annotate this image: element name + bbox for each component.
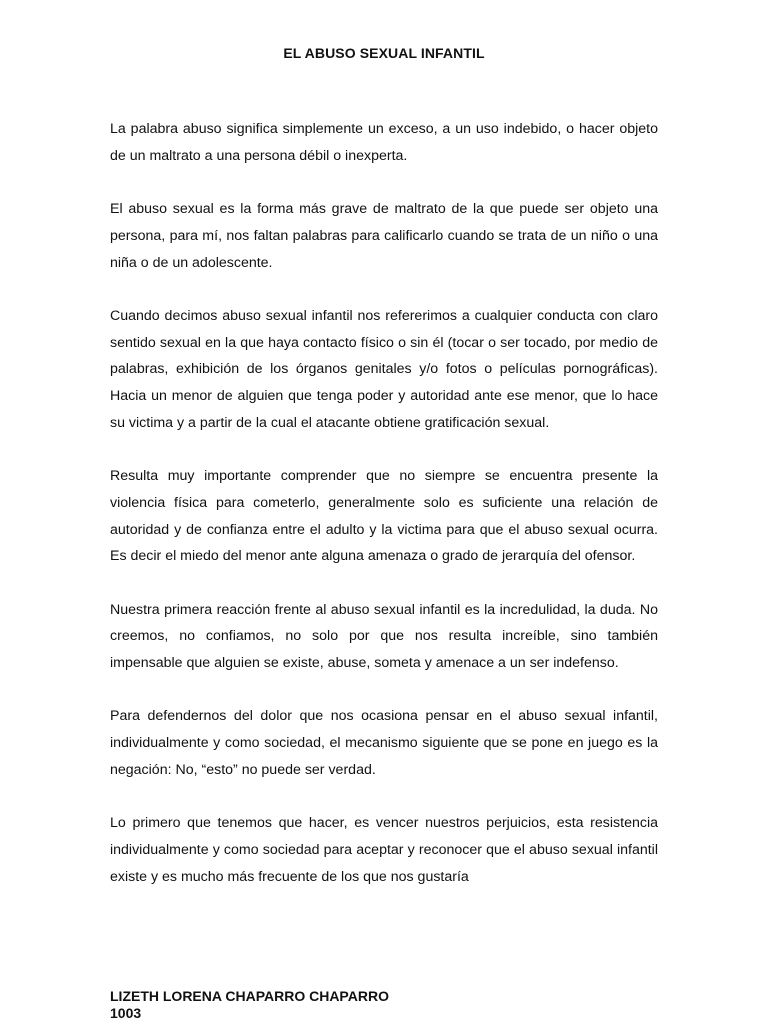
paragraph-5: Nuestra primera reacción frente al abuso sexual infantil es la incredulidad, la duda. No creemos, no confiamos, no solo por que nos resulta increíble, sino también impensable que alguien se existe, abuse, someta y amenace a un ser indefenso.	[110, 601, 658, 671]
author-name: LIZETH LORENA CHAPARRO CHAPARRO	[110, 988, 389, 1004]
paragraph-1: La palabra abuso significa simplemente un exceso, a un uso indebido, o hacer objeto de un maltrato a una persona débil o inexperta.	[110, 121, 658, 164]
paragraph-6: Para defendernos del dolor que nos ocasiona pensar en el abuso sexual infantil, individualmente y como sociedad, el mecanismo siguiente que se pone en juego es la negación: No, “esto” no puede ser verdad.	[110, 708, 658, 778]
paragraph-2: El abuso sexual es la forma más grave de maltrato de la que puede ser objeto una persona, para mí, nos faltan palabras para calificarlo cuando se trata de un niño o una niña o de un adolescente.	[110, 201, 658, 271]
paragraph-4: Resulta muy importante comprender que no siempre se encuentra presente la violencia física para cometerlo, generalmente solo es suficiente una relación de autoridad y de confianza entre el adulto y la victima para que el abuso sexual ocurra. Es decir el miedo del menor ante alguna amenaza o grado de jerarquía del ofensor.	[110, 468, 658, 565]
document-title: EL ABUSO SEXUAL INFANTIL	[283, 45, 485, 61]
paragraph-7: Lo primero que tenemos que hacer, es vencer nuestros perjuicios, esta resistencia individualmente y como sociedad para aceptar y reconocer que el abuso sexual infantil existe y es mucho más frecuente de los que nos gustaría	[110, 815, 658, 885]
document-footer	[110, 988, 389, 1022]
author-code: 1003	[110, 1005, 142, 1021]
document-body	[110, 116, 658, 917]
paragraph-3: Cuando decimos abuso sexual infantil nos refererimos a cualquier conducta con claro sentido sexual en la que haya contacto físico o sin él (tocar o ser tocado, por medio de palabras, exhibición de los órganos genitales y/o fotos o películas pornográficas). Hacia un menor de alguien que tenga poder y autoridad ante ese menor, que lo hace su victima y a partir de la cual el atacante obtiene gratificación sexual.	[110, 307, 658, 431]
